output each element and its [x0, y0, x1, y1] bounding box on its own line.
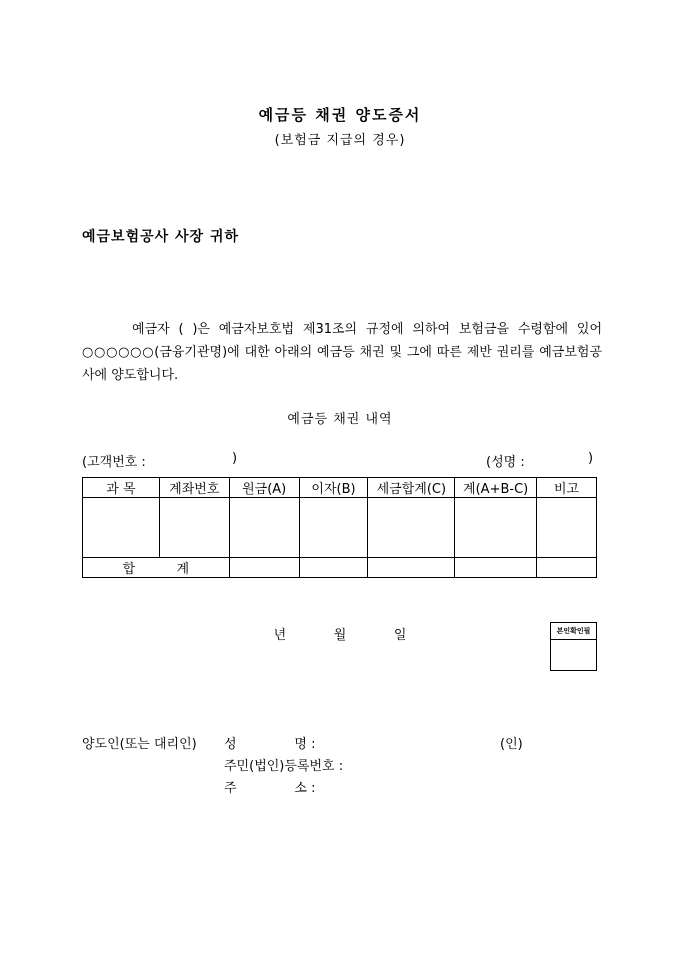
total-label: 합 계	[83, 558, 230, 578]
header-subject: 과 목	[83, 478, 160, 498]
document-subtitle: (보험금 지급의 경우)	[274, 133, 406, 148]
total-cell[interactable]	[229, 558, 299, 578]
table-cell[interactable]	[83, 498, 160, 558]
identity-check-stamp-box	[550, 622, 597, 671]
table-cell[interactable]	[537, 498, 597, 558]
customer-number-label: (고객번호 :	[82, 455, 146, 470]
section-title: 예금등 채권 내역	[287, 412, 393, 427]
header-tax-total: 세금합계(C)	[368, 478, 455, 498]
identity-check-label: 본인확인필	[551, 623, 596, 640]
registration-number-label: 주민(법인)등록번호 :	[224, 759, 344, 774]
table-header-row	[83, 478, 597, 498]
addressee: 예금보험공사 사장 귀하	[82, 229, 239, 245]
table-row	[83, 498, 597, 558]
total-cell[interactable]	[537, 558, 597, 578]
header-account-number: 계좌번호	[159, 478, 229, 498]
header-remarks: 비고	[537, 478, 597, 498]
transferor-label: 양도인(또는 대리인)	[82, 737, 197, 752]
header-principal: 원금(A)	[229, 478, 299, 498]
total-cell[interactable]	[299, 558, 368, 578]
total-cell[interactable]	[455, 558, 537, 578]
total-cell[interactable]	[368, 558, 455, 578]
date-year: 년	[273, 628, 287, 643]
customer-name-close: )	[588, 451, 594, 466]
document-title: 예금등 채권 양도증서	[258, 106, 422, 124]
transfer-statement	[82, 318, 602, 387]
table-cell[interactable]	[368, 498, 455, 558]
table-cell[interactable]	[159, 498, 229, 558]
customer-name-label: (성명 :	[486, 455, 525, 470]
header-sum: 계(A+B-C)	[455, 478, 537, 498]
table-cell[interactable]	[229, 498, 299, 558]
table-cell[interactable]	[299, 498, 368, 558]
address-label: 주 소 :	[224, 781, 316, 796]
table-total-row	[83, 558, 597, 578]
customer-number-close: )	[232, 451, 238, 466]
table-cell[interactable]	[455, 498, 537, 558]
date-month: 월	[333, 628, 347, 643]
header-interest: 이자(B)	[299, 478, 368, 498]
claims-table	[82, 477, 597, 578]
transferor-name-label: 성 명 :	[224, 737, 316, 752]
date-day: 일	[393, 628, 407, 643]
seal-mark: (인)	[500, 737, 523, 752]
transfer-statement-text: 예금자 ( )은 예금자보호법 제31조의 규정에 의하여 보험금을 수령함에 있어 ○○○○○○(금융기관명)에 대한 아래의 예금등 채권 및 그에 따른 제반 권리를 예금보험공사에 양도합니다.	[82, 322, 602, 383]
